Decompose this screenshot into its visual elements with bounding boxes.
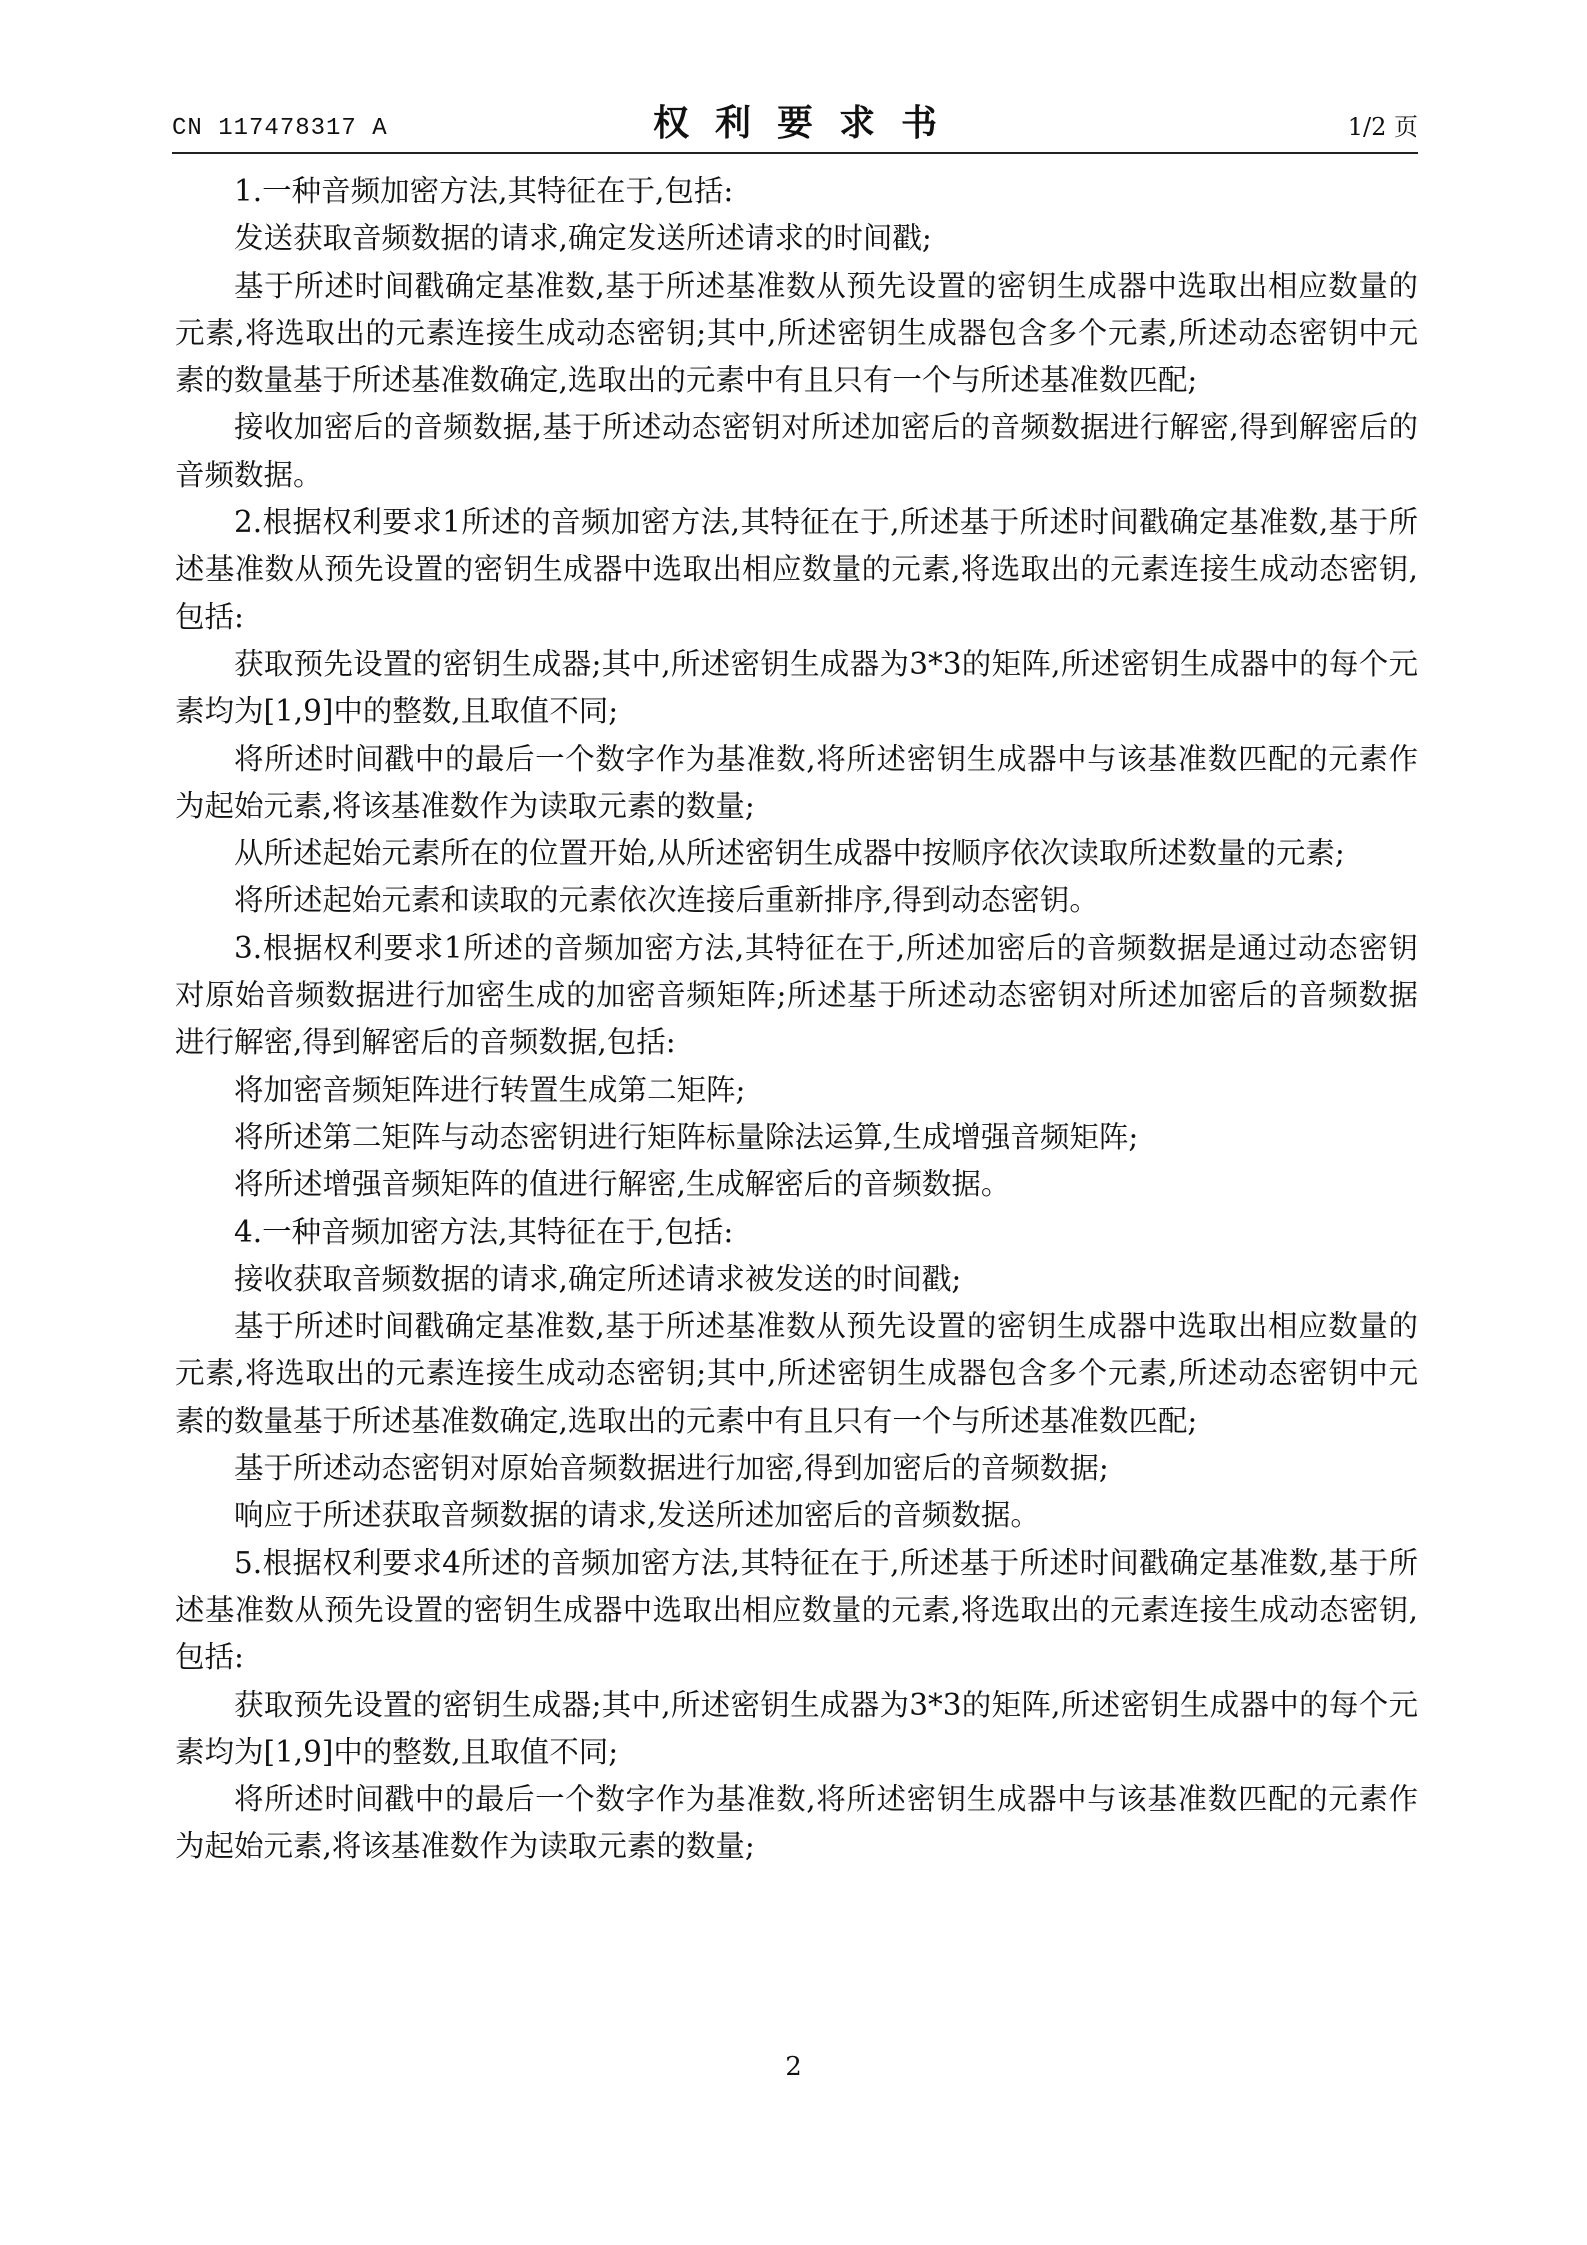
claim-paragraph: 基于所述时间戳确定基准数,基于所述基准数从预先设置的密钥生成器中选取出相应数量的元素,将选取出的元素连接生成动态密钥;其中,所述密钥生成器包含多个元素,所述动态密钥中元素的数量基于所述基准数确定,选取出的元素中有且只有一个与所述基准数匹配; [175,1309,1418,1438]
claim-paragraph: 将所述起始元素和读取的元素依次连接后重新排序,得到动态密钥。 [234,883,1099,918]
claim-paragraph: 获取预先设置的密钥生成器;其中,所述密钥生成器为3*3的矩阵,所述密钥生成器中的每个元素均为[1,9]中的整数,且取值不同; [175,1687,1418,1769]
document-title: 权利要求书 [652,102,963,144]
claim-paragraph: 发送获取音频数据的请求,确定发送所述请求的时间戳; [234,221,932,256]
claim-paragraph: 接收加密后的音频数据,基于所述动态密钥对所述加密后的音频数据进行解密,得到解密后的音频数据。 [175,410,1418,492]
claim-paragraph: 基于所述动态密钥对原始音频数据进行加密,得到加密后的音频数据; [234,1451,1109,1486]
header-divider [172,152,1418,154]
claim-paragraph: 将所述第二矩阵与动态密钥进行矩阵标量除法运算,生成增强音频矩阵; [234,1119,1139,1154]
claim-paragraph: 2.根据权利要求1所述的音频加密方法,其特征在于,所述基于所述时间戳确定基准数,基于所述基准数从预先设置的密钥生成器中选取出相应数量的元素,将选取出的元素连接生成动态密钥,包括: [175,505,1419,634]
page-number: 2 [785,2052,802,2082]
claim-paragraph: 接收获取音频数据的请求,确定所述请求被发送的时间戳; [234,1261,962,1296]
claim-paragraph: 将所述时间戳中的最后一个数字作为基准数,将所述密钥生成器中与该基准数匹配的元素作为起始元素,将该基准数作为读取元素的数量; [175,1782,1418,1864]
claim-paragraph: 获取预先设置的密钥生成器;其中,所述密钥生成器为3*3的矩阵,所述密钥生成器中的每个元素均为[1,9]中的整数,且取值不同; [175,646,1418,729]
claim-paragraph: 将加密音频矩阵进行转置生成第二矩阵; [234,1072,746,1107]
claim-paragraph: 1.一种音频加密方法,其特征在于,包括: [234,174,734,208]
page-header [172,92,1418,152]
publication-number: CN 117478317 A [172,115,388,142]
claim-paragraph: 将所述增强音频矩阵的值进行解密,生成解密后的音频数据。 [234,1167,1011,1202]
page-info: 1/2 页 [1347,113,1418,141]
claim-paragraph: 5.根据权利要求4所述的音频加密方法,其特征在于,所述基于所述时间戳确定基准数,基于所述基准数从预先设置的密钥生成器中选取出相应数量的元素,将选取出的元素连接生成动态密钥,包括: [175,1545,1419,1675]
claim-paragraph: 响应于所述获取音频数据的请求,发送所述加密后的音频数据。 [234,1498,1040,1533]
claim-paragraph: 3.根据权利要求1所述的音频加密方法,其特征在于,所述加密后的音频数据是通过动态密钥对原始音频数据进行加密生成的加密音频矩阵;所述基于所述动态密钥对所述加密后的音频数据进行解密,得到解密后的音频数据,包括: [175,930,1418,1060]
claim-paragraph: 从所述起始元素所在的位置开始,从所述密钥生成器中按顺序依次读取所述数量的元素; [234,836,1345,871]
claim-paragraph: 将所述时间戳中的最后一个数字作为基准数,将所述密钥生成器中与该基准数匹配的元素作为起始元素,将该基准数作为读取元素的数量; [175,741,1418,823]
claim-paragraph: 4.一种音频加密方法,其特征在于,包括: [234,1214,734,1249]
claim-paragraph: 基于所述时间戳确定基准数,基于所述基准数从预先设置的密钥生成器中选取出相应数量的元素,将选取出的元素连接生成动态密钥;其中,所述密钥生成器包含多个元素,所述动态密钥中元素的数量基于所述基准数确定,选取出的元素中有且只有一个与所述基准数匹配; [175,268,1418,398]
claims-body [175,168,1418,1871]
